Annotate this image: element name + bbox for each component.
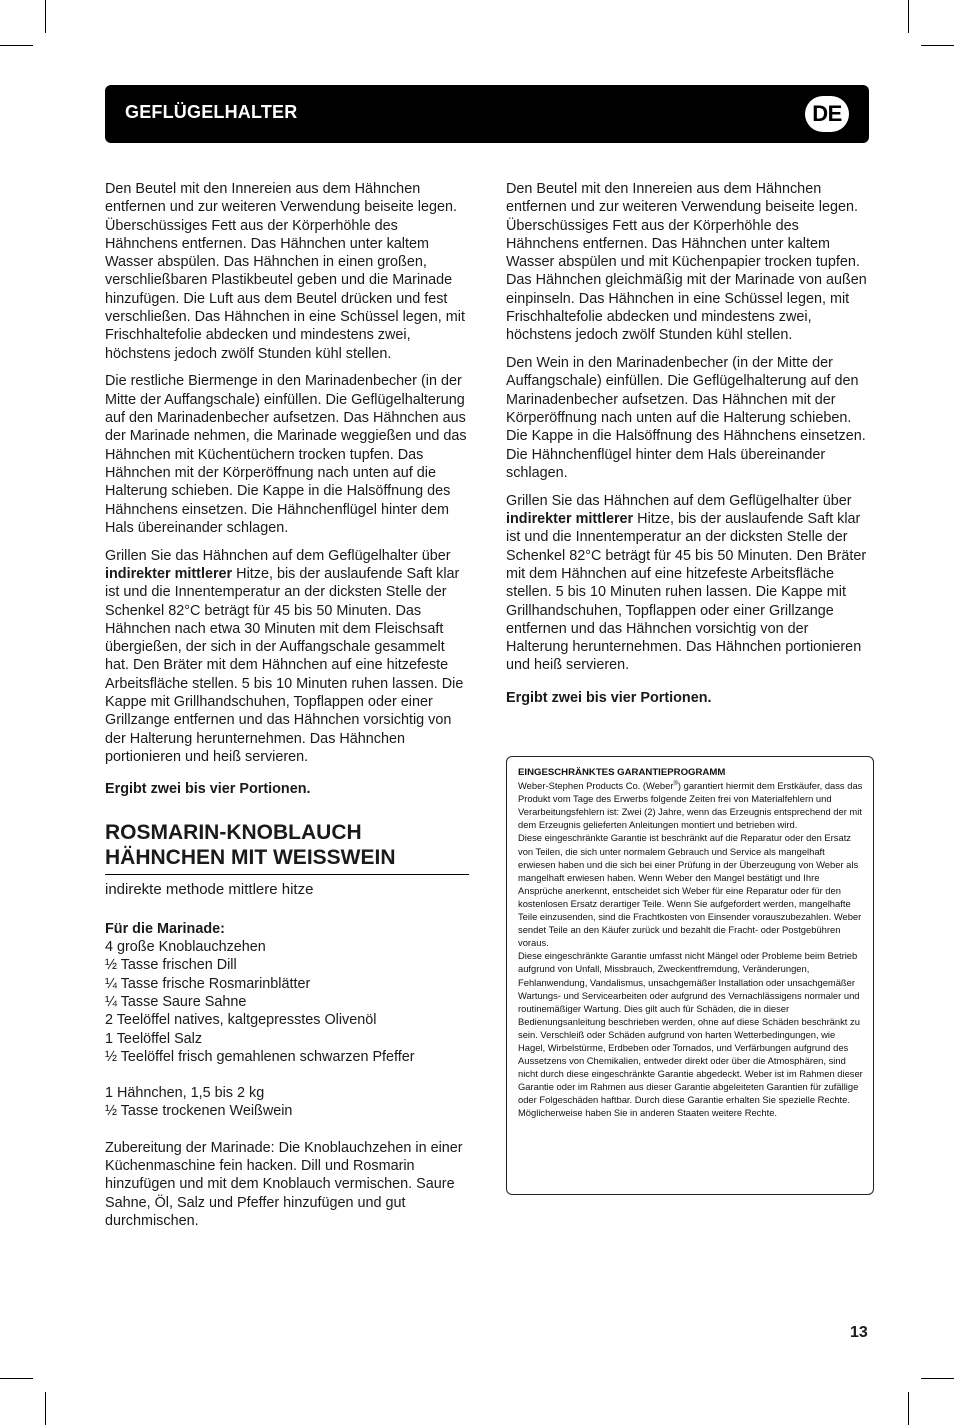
crop-mark xyxy=(908,1392,909,1425)
instruction-paragraph xyxy=(105,547,469,767)
warranty-box xyxy=(506,756,874,1195)
instruction-paragraph: Den Wein in den Marinadenbecher (in der Mitte der Auffangschale) einfüllen. Die Geflügelhalterung auf den Marinadenbecher aufsetzen. Das Hähnchen mit der Körperöffnung nach unten auf die Halterung schieben. Die Kappe in die Halsöffnung des Hähnchens einsetzen. Die Hähnchenflügel hinter dem Hals übereinander schlagen. xyxy=(506,355,866,481)
section-title: GEFLÜGELHALTER xyxy=(125,102,298,122)
text-run: Grillen Sie das Hähnchen auf dem Geflügelhalter über xyxy=(105,547,451,564)
cooking-method: indirekte methode mittlere hitze xyxy=(105,880,314,898)
warranty-paragraph xyxy=(518,779,863,831)
warranty-title: EINGESCHRÄNKTES GARANTIEPROGRAMM xyxy=(518,767,726,778)
ingredient: 4 große Knoblauchzehen xyxy=(105,939,266,956)
crop-mark xyxy=(45,0,46,33)
text-run: Grillen Sie das Hähnchen auf dem Geflügelhalter über xyxy=(506,492,852,509)
warranty-paragraph: Diese eingeschränkte Garantie ist beschränkt auf die Reparatur oder den Ersatz von Teilen, die sich unter normalem Gebrauch und Service als mangelhaft erwiesen haben und die sich bei einer Prüfung in der Überzeugung von Weber als mangelhaft erwiesen haben. Wenn Weber den Mangel bestätigt und Ihre Ansprüche anerkennt, entscheidet sich Weber für eine Reparatur oder für den kostenlosen Ersatz derartiger Teile. Wenn Sie aufgefordert werden, mangelhafte Teile einzusenden, sind die Frachtkosten von Einsender vorauszubezahlen. Weber sendet Teile an den Käufer zurück und bezahlt die Fracht- oder Postgebühren voraus. xyxy=(518,832,862,949)
preparation-paragraph: Zubereitung der Marinade: Die Knoblauchzehen in einer Küchenmaschine fein hacken. Dill und Rosmarin hinzufügen und mit dem Knoblauch vermischen. Saure Sahne, Öl, Salz und Pfeffer hinzufügen und gut durchmischen. xyxy=(105,1139,463,1229)
heat-setting: indirekter mittlerer xyxy=(506,511,634,528)
marinade-ingredient-list xyxy=(105,938,469,1066)
warranty-paragraph: Diese eingeschränkte Garantie umfasst nicht Mängel oder Probleme beim Betrieb aufgrund von Unfall, Missbrauch, Zweckentfremdung, Veränderungen, Fehlanwendung, Vandalismus, unsachgemäßer Installation oder unsachgemäßer Wartungs- und Servicearbeiten oder aufgrund des Vernachlässigens normaler und routinemäßiger Wartung. Dies gilt auch für Schäden, die in dieser Bedienungsanleitung beschrieben werden, ohne auf diese Schäden beschränkt zu sein. Verschleiß oder Schäden aufgrund von harten Wetterbedingungen, wie Hagel, Wirbelstürme, Erdbeben oder Tornados, und Verfärbungen aufgrund des Aussetzens von Chemikalien, entweder direkt oder über die Atmosphären, sind nicht durch diese eingeschränkte Garantie abgedeckt. Weber ist im Rahmen dieser Garantie oder im Rahmen aus dieser Garantie abgeleiteten Garantien für zufällige oder Folgeschäden haftbar. Durch diese Garantie erhalten Sie spezielle Rechte. Möglicherweise haben Sie in anderen Staaten weitere Rechte. xyxy=(518,950,863,1119)
heat-setting: indirekter mittlerer xyxy=(105,565,233,582)
ingredient: ½ Tasse trockenen Weißwein xyxy=(105,1103,293,1120)
ingredient: 2 Teelöffel natives, kaltgepresstes Olivenöl xyxy=(105,1012,377,1029)
text-run: Hitze, bis der auslaufende Saft klar ist und die Innentemperatur an der dicksten Stelle der Schenkel 82°C beträgt für 45 bis 50 Minuten. Das Hähnchen nach etwa 30 Minuten mit dem Fleischsaft übergießen, der sich in der Auffangschale gesammelt hat. Den Bräter mit dem Hähnchen auf eine hitzefeste Arbeitsfläche stellen. 5 bis 10 Minuten ruhen lassen. Die Kappe mit Grillhandschuhen, Topflappen oder einer Grillzange entfernen und das Hähnchen vorsichtig von der Halterung herunternehmen. Das Hähnchen portionieren und heiß servieren. xyxy=(105,565,464,765)
section-header xyxy=(105,85,869,143)
yield-note: Ergibt zwei bis vier Portionen. xyxy=(105,781,311,798)
text-run: Hitze, bis der auslaufende Saft klar ist und die Innentemperatur an der dicksten Stelle der Schenkel 82°C beträgt für 45 bis 50 Minuten. Den Bräter mit dem Hähnchen auf eine hitzefeste Arbeitsfläche stellen. 5 bis 10 Minuten ruhen lassen. Die Kappe mit Grillhandschuhen, Topflappen oder einer Grillzange entfernen und das Hähnchen vorsichtig von der Halterung herunternehmen. Das Hähnchen portionieren und heiß servieren. xyxy=(506,511,867,674)
main-ingredient-list xyxy=(105,1084,469,1121)
ingredient: ¼ Tasse frische Rosmarinblätter xyxy=(105,975,311,992)
crop-mark xyxy=(921,1378,954,1379)
recipe-title-line: HÄHNCHEN MIT WEISSWEIN xyxy=(105,845,396,869)
crop-mark xyxy=(0,45,33,46)
instruction-paragraph: Den Beutel mit den Innereien aus dem Hähnchen entfernen und zur weiteren Verwendung beiseite legen. Überschüssiges Fett aus der Körperhöhle des Hähnchens entfernen. Das Hähnchen unter kaltem Wasser abspülen und mit Küchenpapier trocken tupfen. Das Hähnchen gleichmäßig mit der Marinade von außen einpinseln. Das Hähnchen in eine Schüssel legen, mit Frischhaltefolie abdecken und mindestens zwei, höchstens jedoch zwölf Stunden kühl stellen. xyxy=(506,181,867,344)
ingredient: ¼ Tasse Saure Sahne xyxy=(105,993,247,1010)
registered-mark: ® xyxy=(673,780,678,787)
crop-mark xyxy=(921,45,954,46)
yield-note: Ergibt zwei bis vier Portionen. xyxy=(506,689,712,706)
ingredient: 1 Teelöffel Salz xyxy=(105,1030,203,1047)
instruction-paragraph: Die restliche Biermenge in den Marinadenbecher (in der Mitte der Auffangschale) einfüllen. Die Geflügelhalterung auf den Marinadenbecher aufsetzen. Das Hähnchen aus der Marinade nehmen, die Marinade weggießen und das Hähnchen mit Küchentüchern trocken tupfen. Das Hähnchen mit der Körperöffnung nach unten auf die Halterung schieben. Die Kappe in die Halsöffnung des Hähnchens einsetzen. Die Hähnchenflügel hinter dem Hals übereinander schlagen. xyxy=(105,373,467,536)
page-number: 13 xyxy=(850,1324,868,1341)
crop-mark xyxy=(908,0,909,33)
ingredient: 1 Hähnchen, 1,5 bis 2 kg xyxy=(105,1085,265,1102)
text-run: ) garantiert hiermit dem Erstkäufer, dass das Produkt vom Tage des Erwerbs folgende Zeiten frei von Materialfehlern und Verarbeitungsfehlern ist: Zwei (2) Jahre, wenn das Erzeugnis entsprechend der mit dem Erzeugnis gelieferten Anleitungen montiert und betrieben wird. xyxy=(518,780,863,831)
text-run: Weber-Stephen Products Co. (Weber xyxy=(518,780,674,792)
recipe-title-line: ROSMARIN-KNOBLAUCH xyxy=(105,820,362,844)
ingredient: ½ Teelöffel frisch gemahlenen schwarzen Pfeffer xyxy=(105,1048,415,1065)
marinade-heading: Für die Marinade: xyxy=(105,920,225,937)
left-column xyxy=(105,180,469,1240)
right-column xyxy=(506,180,870,717)
instruction-paragraph xyxy=(506,492,870,675)
recipe-title xyxy=(105,820,469,875)
crop-mark xyxy=(0,1378,33,1379)
crop-mark xyxy=(45,1392,46,1425)
language-badge: DE xyxy=(805,96,849,132)
ingredient: ½ Tasse frischen Dill xyxy=(105,957,237,974)
instruction-paragraph: Den Beutel mit den Innereien aus dem Hähnchen entfernen und zur weiteren Verwendung beiseite legen. Überschüssiges Fett aus der Körperhöhle des Hähnchens entfernen. Das Hähnchen unter kaltem Wasser abspülen. Das Hähnchen in einen großen, verschließbaren Plastikbeutel geben und die Marinade hinzufügen. Die Luft aus dem Beutel drücken und fest verschließen. Das Hähnchen in eine Schüssel legen, mit Frischhaltefolie abdecken und mindestens zwei, höchstens jedoch zwölf Stunden kühl stellen. xyxy=(105,181,465,362)
